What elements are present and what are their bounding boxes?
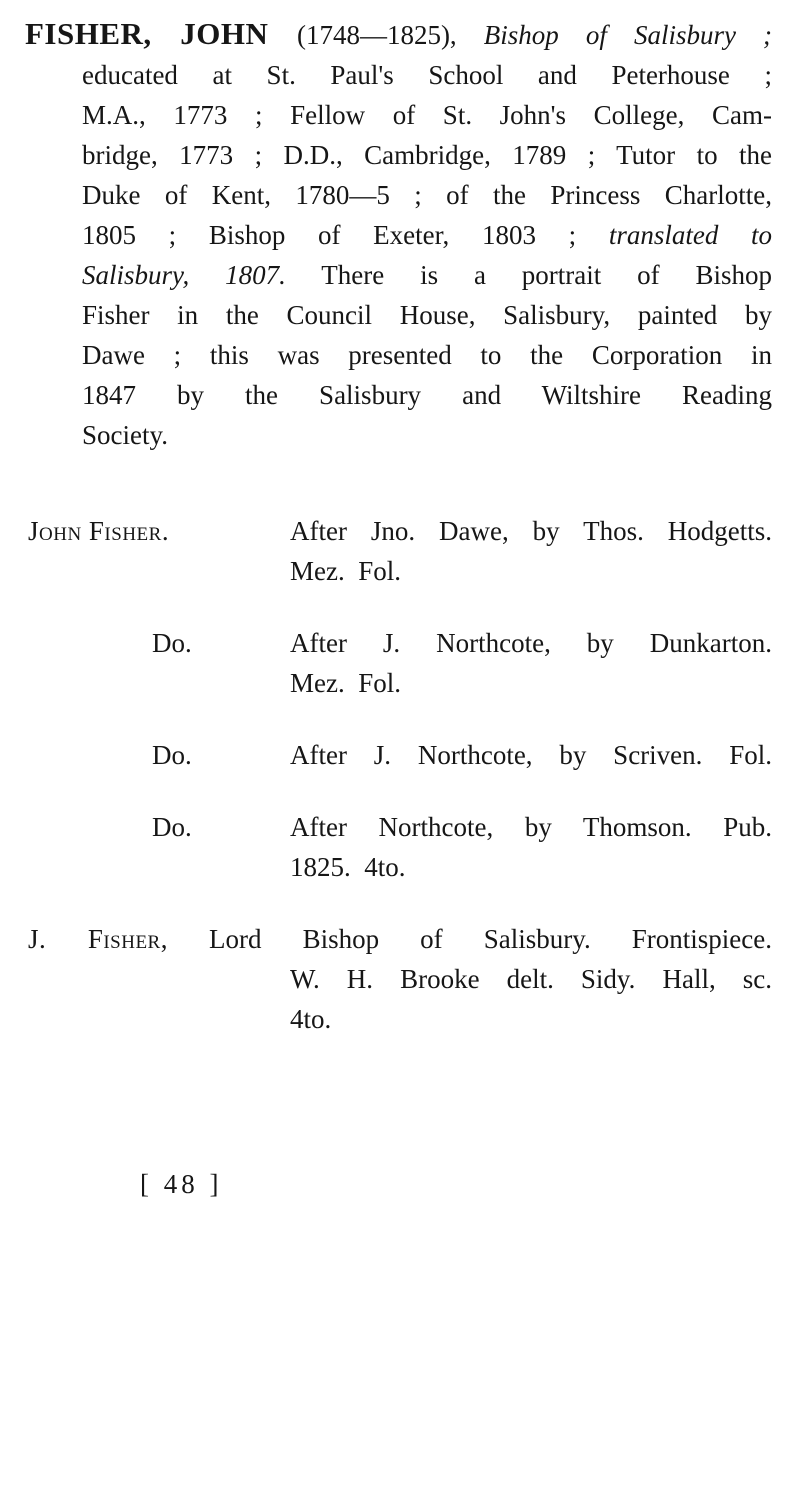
page-number: [ 48 ] bbox=[140, 1169, 223, 1199]
entry-body-line-last: Society. bbox=[82, 420, 168, 450]
print-description: After Northcote, by Thomson. Pub. 1825. 4to. bbox=[290, 812, 772, 882]
print-ditto-label: Do. bbox=[152, 740, 192, 770]
biography-entry bbox=[25, 14, 772, 455]
entry-body-line: Salisbury, 1807. There is a portrait of Bishop bbox=[82, 260, 773, 290]
entry-body-line: 1847 by the Salisbury and Wiltshire Reading bbox=[82, 380, 772, 410]
print-description: After J. Northcote, by Scriven. Fol. bbox=[290, 740, 772, 770]
entry-body-line: bridge, 1773 ; D.D., Cambridge, 1789 ; Tutor to the bbox=[82, 140, 772, 170]
entry-body-line: M.A., 1773 ; Fellow of St. John's College, Cam- bbox=[82, 100, 772, 130]
entry-body-line: Dawe ; this was presented to the Corporation in bbox=[82, 340, 772, 370]
entry-header-line bbox=[25, 14, 772, 55]
print-sitter-label: J. Fisher, bbox=[28, 924, 168, 954]
entry-body-line: Duke of Kent, 1780—5 ; of the Princess Charlotte, bbox=[82, 180, 772, 210]
entry-body-line: Fisher in the Council House, Salisbury, painted by bbox=[82, 300, 772, 330]
print-sitter-label: John Fisher. bbox=[28, 516, 170, 546]
entry-body-line: educated at St. Paul's School and Peterhouse ; bbox=[82, 60, 772, 90]
print-item bbox=[28, 623, 772, 703]
print-continuation: W. H. Brooke delt. Sidy. Hall, sc. bbox=[290, 964, 772, 994]
print-description: After Jno. Dawe, by Thos. Hodgetts. Mez. Fol. bbox=[290, 516, 772, 586]
entry-title-italic: Bishop of Salisbury ; bbox=[483, 20, 773, 50]
print-continuation: 4to. bbox=[290, 1004, 332, 1034]
print-ditto-label: Do. bbox=[152, 628, 192, 658]
print-item bbox=[28, 807, 772, 887]
entry-dates: (1748—1825), bbox=[296, 20, 484, 50]
print-description: After J. Northcote, by Dunkarton. Mez. Fol. bbox=[290, 628, 772, 698]
entry-body-line: 1805 ; Bishop of Exeter, 1803 ; translated to bbox=[82, 220, 772, 250]
print-item bbox=[28, 919, 772, 1039]
print-list bbox=[28, 511, 772, 1039]
entry-headword: FISHER, JOHN bbox=[25, 16, 297, 51]
print-ditto-label: Do. bbox=[152, 812, 192, 842]
print-first-line: J. Fisher, Lord Bishop of Salisbury. Frontispiece. bbox=[28, 924, 772, 954]
print-item bbox=[28, 511, 772, 591]
print-item bbox=[28, 735, 772, 775]
